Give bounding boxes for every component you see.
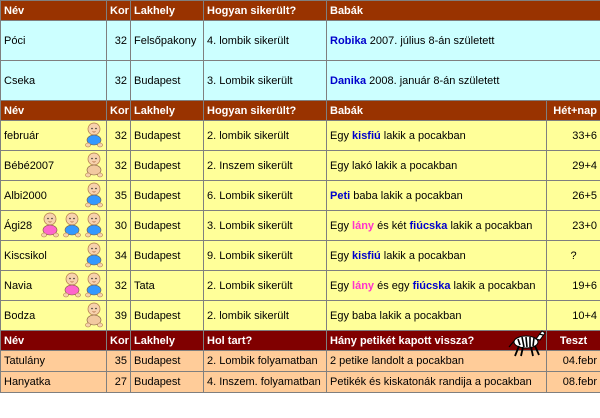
cell-hogyan: 2. Inszem sikerült	[204, 151, 327, 181]
col-header-nev: Név	[1, 101, 107, 121]
baby-crawling-icon	[83, 182, 105, 209]
baby-text: baba lakik a pocakban	[350, 189, 463, 202]
baby-text: Egy	[330, 129, 353, 142]
cell-lakhely: Budapest	[131, 121, 204, 151]
baby-boy-word: fiúcska	[409, 219, 448, 232]
baby-boy-word: kisfiú	[352, 249, 381, 262]
baby-name: Danika	[330, 74, 367, 87]
baby-text: Egy lakó lakik a pocakban	[330, 159, 458, 172]
col-header-kor: Kor	[107, 331, 131, 351]
cell-kor: 32	[107, 271, 131, 301]
header-row-waiting	[1, 331, 600, 351]
baby-girl-word: lány	[352, 279, 375, 292]
table-row	[1, 121, 600, 151]
babies-group	[83, 152, 105, 179]
cell-nev: Cseka	[1, 61, 107, 101]
cell-hany: 2 petike landolt a pocakban	[327, 351, 547, 372]
table-row	[1, 181, 600, 211]
header-row-born	[1, 1, 600, 21]
cell-lakhely: Budapest	[131, 61, 204, 101]
cell-holtart: 2. Lombik folyamatban	[204, 351, 327, 372]
cell-hogyan: 2. lombik sikerült	[204, 121, 327, 151]
cell-nev	[1, 211, 107, 241]
baby-crawling-icon	[61, 212, 83, 239]
col-header-nev: Név	[1, 331, 107, 351]
header-row-pregnant	[1, 101, 600, 121]
cell-babak	[327, 211, 547, 241]
baby-text: Egy	[330, 219, 353, 232]
col-header-lakhely: Lakhely	[131, 1, 204, 21]
baby-text: lakik a pocakban	[450, 279, 536, 292]
babies-group	[83, 182, 105, 209]
cell-babak	[327, 21, 600, 61]
table-row	[1, 21, 600, 61]
table-row	[1, 372, 600, 393]
cell-lakhely: Tata	[131, 271, 204, 301]
cell-nev	[1, 301, 107, 331]
col-header-hany-label: Hány petikét kapott vissza?	[330, 334, 475, 347]
babies-group	[39, 212, 105, 239]
col-header-hetnap: Hét+nap	[547, 101, 600, 121]
cell-nev-text: Kiscsikol	[4, 249, 47, 262]
baby-crawling-icon	[83, 152, 105, 179]
cell-kor: 32	[107, 121, 131, 151]
cell-nev-text: Bodza	[4, 309, 36, 322]
cell-nev	[1, 121, 107, 151]
cell-hany: Petikék és kiskatonák randija a pocakban	[327, 372, 547, 393]
cell-hogyan: 6. Lombik sikerült	[204, 181, 327, 211]
col-header-hany	[327, 331, 547, 351]
col-header-nev: Név	[1, 1, 107, 21]
baby-text: Egy	[330, 279, 353, 292]
cell-hetnap: 33+6	[547, 121, 600, 151]
baby-crawling-icon	[61, 272, 83, 299]
cell-hetnap: 19+6	[547, 271, 600, 301]
cell-nev-text: Ági28	[4, 219, 33, 232]
cell-hogyan: 4. lombik sikerült	[204, 21, 327, 61]
cell-nev: Póci	[1, 21, 107, 61]
cell-babak	[327, 181, 547, 211]
table-row	[1, 241, 600, 271]
table-row	[1, 211, 600, 241]
col-header-babak: Babák	[327, 1, 600, 21]
baby-boy-word: kisfiú	[352, 129, 381, 142]
baby-crawling-icon	[83, 212, 105, 239]
cell-hogyan: 2. lombik sikerült	[204, 301, 327, 331]
baby-text: Egy	[330, 249, 353, 262]
baby-boy-word: fiúcska	[412, 279, 451, 292]
cell-nev	[1, 181, 107, 211]
col-header-kor: Kor	[107, 1, 131, 21]
cell-nev-text: február	[4, 129, 39, 142]
babies-group	[83, 122, 105, 149]
cell-lakhely: Budapest	[131, 241, 204, 271]
cell-hogyan: 2. Lombik sikerült	[204, 271, 327, 301]
cell-nev-text: Albi2000	[4, 189, 47, 202]
table-row	[1, 301, 600, 331]
col-header-lakhely: Lakhely	[131, 331, 204, 351]
baby-text: 2007. július 8-án született	[366, 34, 495, 47]
cell-nev	[1, 241, 107, 271]
table-row	[1, 271, 600, 301]
cell-hogyan: 9. Lombik sikerült	[204, 241, 327, 271]
baby-girl-word: lány	[352, 219, 375, 232]
baby-crawling-icon	[83, 242, 105, 269]
baby-text: Egy baba lakik a pocakban	[330, 309, 462, 322]
baby-boy-word: Peti	[330, 189, 351, 202]
cell-kor: 32	[107, 21, 131, 61]
baby-crawling-icon	[83, 272, 105, 299]
cell-nev	[1, 151, 107, 181]
cell-lakhely: Budapest	[131, 372, 204, 393]
cell-hetnap: ?	[547, 241, 600, 271]
cell-nev	[1, 271, 107, 301]
cell-kor: 32	[107, 151, 131, 181]
cell-babak	[327, 61, 600, 101]
cell-kor: 39	[107, 301, 131, 331]
baby-text: és két	[374, 219, 410, 232]
table-row	[1, 151, 600, 181]
col-header-lakhely: Lakhely	[131, 101, 204, 121]
cell-hetnap: 10+4	[547, 301, 600, 331]
cell-teszt: 04.febr	[547, 351, 600, 372]
baby-text: lakik a pocakban	[380, 249, 466, 262]
cell-lakhely: Budapest	[131, 151, 204, 181]
cell-nev-text: Bébé2007	[4, 159, 55, 172]
cell-lakhely: Budapest	[131, 181, 204, 211]
cell-babak	[327, 301, 547, 331]
baby-name: Robika	[330, 34, 367, 47]
col-header-holtart: Hol tart?	[204, 331, 327, 351]
cell-kor: 35	[107, 181, 131, 211]
cell-babak	[327, 271, 547, 301]
cell-kor: 35	[107, 351, 131, 372]
cell-hetnap: 29+4	[547, 151, 600, 181]
cell-babak	[327, 121, 547, 151]
baby-text: 2008. január 8-án született	[366, 74, 500, 87]
cell-kor: 27	[107, 372, 131, 393]
babies-group	[61, 272, 105, 299]
baby-crawling-icon	[83, 302, 105, 329]
baby-crawling-icon	[39, 212, 61, 239]
babies-group	[83, 302, 105, 329]
cell-hetnap: 26+5	[547, 181, 600, 211]
col-header-babak: Babák	[327, 101, 547, 121]
cell-nev: Hanyatka	[1, 372, 107, 393]
cell-lakhely: Budapest	[131, 211, 204, 241]
cell-kor: 30	[107, 211, 131, 241]
baby-text: lakik a pocakban	[447, 219, 533, 232]
zebra-icon	[506, 327, 546, 357]
cell-nev: Tatulány	[1, 351, 107, 372]
cell-kor: 32	[107, 61, 131, 101]
cell-kor: 34	[107, 241, 131, 271]
cell-lakhely: Budapest	[131, 301, 204, 331]
cell-lakhely: Budapest	[131, 351, 204, 372]
baby-crawling-icon	[83, 122, 105, 149]
cell-lakhely: Felsőpakony	[131, 21, 204, 61]
baby-text: és egy	[374, 279, 413, 292]
cell-hogyan: 3. Lombik sikerült	[204, 61, 327, 101]
cell-babak	[327, 241, 547, 271]
cell-hogyan: 3. Lombik sikerült	[204, 211, 327, 241]
col-header-hogyan: Hogyan sikerült?	[204, 101, 327, 121]
babies-group	[83, 242, 105, 269]
cell-teszt: 08.febr	[547, 372, 600, 393]
col-header-kor: Kor	[107, 101, 131, 121]
cell-holtart: 4. Inszem. folyamatban	[204, 372, 327, 393]
col-header-teszt: Teszt	[547, 331, 600, 351]
cell-nev-text: Navia	[4, 279, 33, 292]
cell-hetnap: 23+0	[547, 211, 600, 241]
baby-text: lakik a pocakban	[380, 129, 466, 142]
cell-babak	[327, 151, 547, 181]
table-row	[1, 61, 600, 101]
col-header-hogyan: Hogyan sikerült?	[204, 1, 327, 21]
